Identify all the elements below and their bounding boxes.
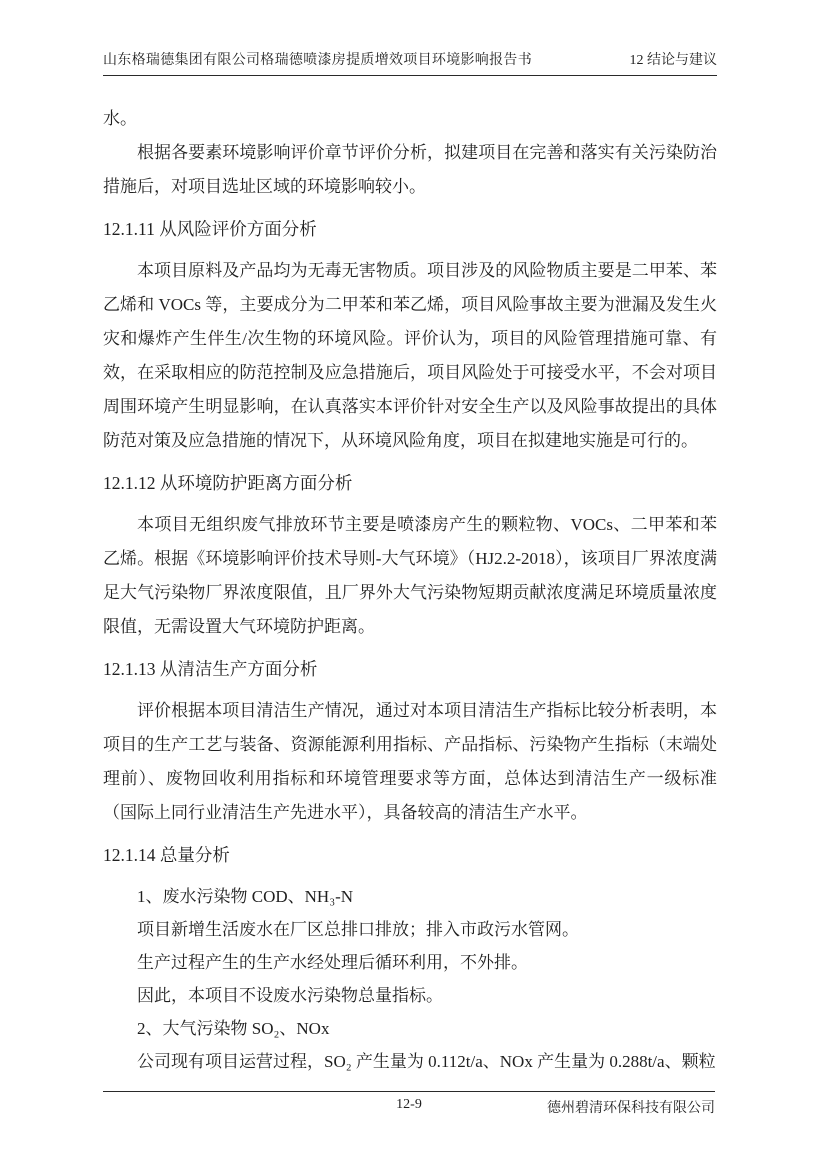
paragraph: 本项目无组织废气排放环节主要是喷漆房产生的颗粒物、VOCs、二甲苯和苯乙烯。根据《环境影响评价技术导则-大气环境》（HJ2.2-2018），该项目厂界浓度满足大气污染物厂界浓度限值，且厂界外大气污染物短期贡献浓度满足环境质量浓度限值，无需设置大气环境防护距离。	[103, 515, 717, 636]
page-header	[103, 0, 717, 76]
page-footer	[103, 1091, 715, 1122]
section-heading: 12.1.12 从环境防护距离方面分析	[103, 473, 353, 493]
paragraph: 根据各要素环境影响评价章节评价分析，拟建项目在完善和落实有关污染防治措施后，对项目选址区域的环境影响较小。	[103, 143, 717, 196]
section-heading: 12.1.13 从清洁生产方面分析	[103, 659, 318, 679]
paragraph: 水。	[103, 109, 137, 128]
header-chapter-title: 12 结论与建议	[629, 53, 717, 68]
document-body	[103, 102, 717, 1079]
document-page	[103, 0, 717, 1169]
paragraph: 项目新增生活废水在厂区总排口排放；排入市政污水管网。	[137, 920, 579, 939]
paragraph: 2、大气污染物 SO₂、NOx	[137, 1019, 330, 1038]
paragraph: 本项目原料及产品均为无毒无害物质。项目涉及的风险物质主要是二甲苯、苯乙烯和 VOCs 等，主要成分为二甲苯和苯乙烯，项目风险事故主要为泄漏及发生火灾和爆炸产生伴生/次生物的环境风险。评价认为，项目的风险管理措施可靠、有效，在采取相应的防范控制及应急措施后，项目风险处于可接受水平，不会对项目周围环境产生明显影响，在认真落实本评价针对安全生产以及风险事故提出的具体防范对策及应急措施的情况下，从环境风险角度，项目在拟建地实施是可行的。	[103, 261, 717, 450]
page-number: 12-9	[396, 1097, 422, 1112]
footer-company-name: 德州碧清环保科技有限公司	[547, 1101, 715, 1116]
section-heading: 12.1.14 总量分析	[103, 845, 230, 865]
paragraph: 评价根据本项目清洁生产情况，通过对本项目清洁生产指标比较分析表明，本项目的生产工艺与装备、资源能源利用指标、产品指标、污染物产生指标（末端处理前）、废物回收利用指标和环境管理要求等方面，总体达到清洁生产一级标准（国际上同行业清洁生产先进水平），具备较高的清洁生产水平。	[103, 701, 717, 822]
header-report-title: 山东格瑞德集团有限公司格瑞德喷漆房提质增效项目环境影响报告书	[103, 53, 532, 68]
paragraph: 生产过程产生的生产水经处理后循环利用，不外排。	[137, 953, 528, 972]
paragraph: 公司现有项目运营过程，SO₂ 产生量为 0.112t/a、NOx 产生量为 0.288t/a、颗粒	[137, 1052, 716, 1071]
section-heading: 12.1.11 从风险评价方面分析	[103, 219, 317, 239]
paragraph: 因此，本项目不设废水污染物总量指标。	[137, 986, 443, 1005]
paragraph: 1、废水污染物 COD、NH₃-N	[137, 887, 354, 906]
